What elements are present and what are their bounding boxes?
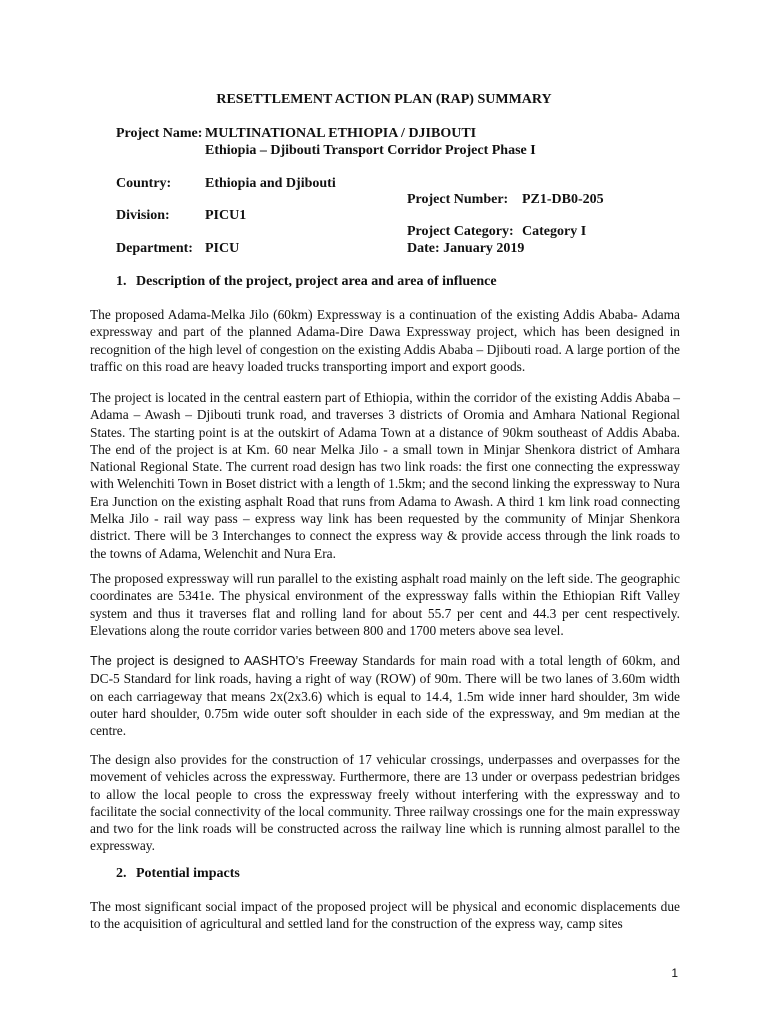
division-value: PICU1 — [205, 208, 247, 223]
section-title: Potential impacts — [136, 866, 240, 881]
country-label: Country: — [116, 176, 172, 191]
department-value: PICU — [205, 241, 240, 256]
country-value: Ethiopia and Djibouti — [205, 176, 336, 191]
page-number: 1 — [671, 966, 678, 980]
paragraph-route: The proposed expressway will run parallel to the existing asphalt road mainly on the left side. The geographic coordinates are 5341e. The physical environment of the expressway falls within the Ethiopian Rift Valley system and thus it traverses flat and rolling land for about 55.7 per cent and 44.3 per cent respectively. Elevations along the route corridor varies between 800 and 1700 meters above sea level. — [90, 571, 680, 638]
project-name-label: Project Name: — [116, 126, 203, 141]
paragraph-impacts: The most significant social impact of the proposed project will be physical and economic displacements due to the acquisition of agricultural and settled land for the construction of the express way, camp sites — [90, 899, 680, 932]
section-heading-1 — [116, 274, 497, 290]
standards-lead-text: The project is designed to AASHTO’s Freeway — [90, 654, 358, 668]
section-title: Description of the project, project area and area of influence — [136, 274, 497, 289]
paragraph-intro: The proposed Adama-Melka Jilo (60km) Expressway is a continuation of the existing Addis Ababa- Adama expressway and part of the planned Adama-Dire Dawa Expressway project, which has been designed in recognition of the high level of congestion on the existing Addis Ababa – Djibouti road. A large portion of the traffic on this road are heavy loaded trucks transporting import and export goods. — [90, 307, 680, 374]
document-date: Date: January 2019 — [407, 241, 525, 256]
section-number: 2. — [116, 866, 127, 881]
paragraph-standards — [90, 652, 680, 739]
document-title: RESETTLEMENT ACTION PLAN (RAP) SUMMARY — [216, 92, 552, 107]
division-label: Division: — [116, 208, 170, 223]
paragraph-location: The project is located in the central eastern part of Ethiopia, within the corridor of the existing Addis Ababa – Adama – Awash – Djibouti trunk road, and traverses 3 districts of Oromia and Amhara National Regional States. The starting point is at the outskirt of Adama Town at a distance of 90km southeast of Addis Ababa. The end of the project is at Km. 60 near Melka Jilo - a small town in Minjar Shenkora district of Amhara National Regional State. The current road design has two link roads: the first one connecting the expressway with Welenchiti Town in Boset district with a length of 1.5km; and the second linking the expressway to Nura Era Junction on the existing asphalt Road that runs from Adama to Awash. A third 1 km link road connecting Melka Jilo - rail way pass – express way link has been requested by the community of Minjar Shenkora district. There will be 3 Interchanges to connect the express way & provide access through the link roads to the towns of Adama, Welenchit and Nura Era. — [90, 390, 680, 561]
paragraph-crossings: The design also provides for the construction of 17 vehicular crossings, underpasses and overpasses for the movement of vehicles across the expressway. Furthermore, there are 13 under or overpass pedestrian bridges to allow the local people to cross the expressway freely without interfering with the expressway and to facilitate the social connectivity of the local community. Three railway crossings one for the main expressway and two for the link roads will be constructed across the railway line which is running almost parallel to the expressway. — [90, 752, 680, 854]
project-number-label: Project Number: — [407, 192, 509, 207]
project-category-value: Category I — [522, 224, 587, 239]
department-label: Department: — [116, 241, 193, 256]
project-number-value: PZ1-DB0-205 — [522, 192, 604, 207]
section-heading-2 — [116, 866, 240, 882]
project-category-label: Project Category: — [407, 224, 514, 239]
standards-rest-text: Standards for main road with a total length of 60km, and DC-5 Standard for link roads, having a right of way (ROW) of 90m. There will be two lanes of 3.60m width on each carriageway that means 2x(2x3.6) which is equal to 14.4, 1.5m wide inner hard shoulder, 3m wide outer hard shoulder, 0.75m wide outer soft shoulder in each side of the expressway, and 9m median at the centre. — [90, 653, 680, 739]
section-number: 1. — [116, 274, 127, 289]
project-name-line1: MULTINATIONAL ETHIOPIA / DJIBOUTI — [205, 126, 477, 141]
project-name-line2: Ethiopia – Djibouti Transport Corridor Project Phase I — [205, 143, 536, 158]
